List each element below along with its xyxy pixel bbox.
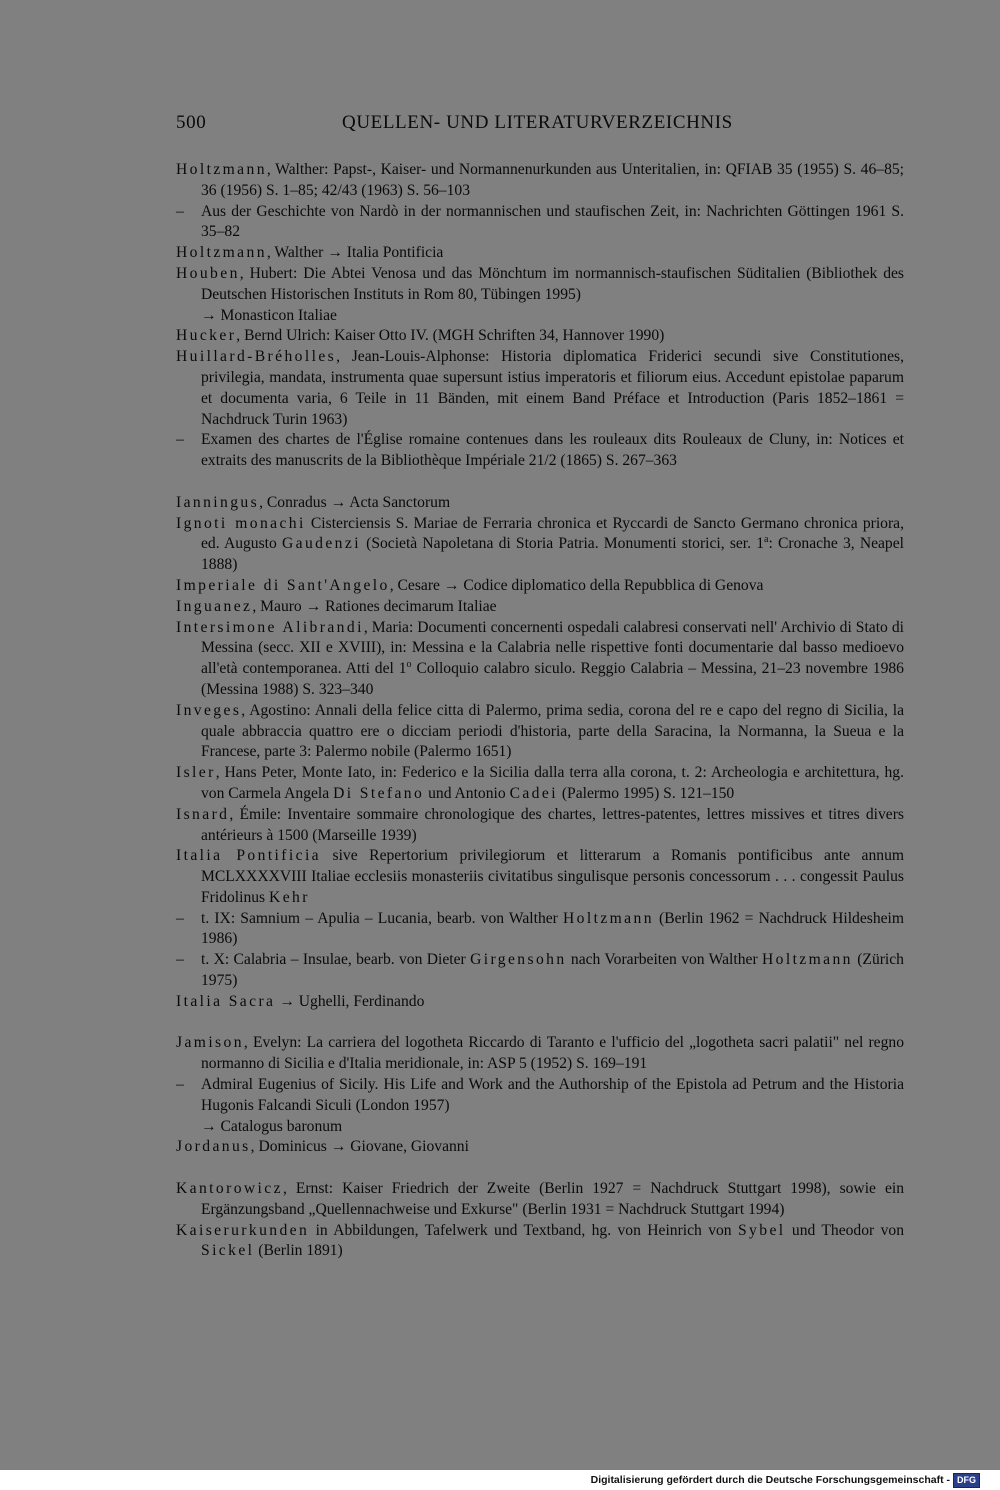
editor-name: Holtzmann	[563, 909, 654, 927]
entry-text: , Walther: Papst-, Kaiser- und Normannenurkunden aus Unteritalien, in: QFIAB 35 (1955) S. 46–85; 36 (1956) S. 1–85; 42/43 (1963) S. 56–103	[201, 161, 904, 199]
entry-text: (Zürich 1975)	[201, 951, 904, 990]
dash-mark: –	[176, 909, 184, 927]
entry-text: : Cronache 3, Neapel 1888)	[201, 535, 904, 574]
entry-text: , Walther → Italia Pontificia	[266, 244, 444, 262]
dash-mark: –	[176, 1076, 184, 1094]
editor-name: Sickel	[201, 1242, 255, 1260]
bib-subentry	[176, 430, 904, 472]
entry-text: Examen des chartes de l'Église romaine contenues dans les rouleaux dits Rouleaux de Cluny, in: Notices et extraits des manuscrits de la Bibliothèque Impériale 21/2 (1865) S. 267–363	[201, 431, 904, 470]
entry-text: sive Repertorium privilegiorum et litterarum a Romanis pontificibus ante annum MCLXXXXVIII Italiae ecclesiis monasteriis civitatibus singulisque personis concessorum . . . congessit Paulus Fridolinus	[201, 847, 904, 906]
bib-entry-intersimone	[176, 618, 904, 701]
entry-text: , Evelyn: La carriera del logotheta Riccardo di Taranto e l'ufficio del „logotheta sacri palatii" nel regno normanno di Sicilia e d'Italia meridionale, in: ASP 5 (1952) S. 169–191	[201, 1034, 904, 1073]
bib-entry-huillard-breholles	[176, 347, 904, 430]
author-name: Hucker	[176, 327, 237, 345]
dfg-logo-icon: DFG	[953, 1473, 980, 1488]
bib-entry-inguanez	[176, 597, 904, 618]
dash-mark: –	[176, 431, 184, 449]
dash-mark: –	[176, 202, 184, 220]
entry-text: , Maria: Documenti concernenti ospedali calabresi conservati nell' Archivio di Stato di Messina (secc. XII e XVIII), in: Messina e la Calabria nelle rispettive fonti documentarie dal basso medioevo all'età contemporanea. Atti del 1	[201, 618, 904, 678]
superscript: a	[764, 534, 769, 546]
bib-entry-kantorowicz	[176, 1179, 904, 1221]
entry-text: , Jean-Louis-Alphonse: Historia diplomatica Friderici secundi sive Constitutiones, privilegia, mandata, instrumenta quae supersunt istius imperatoris et filiorum eius. Accedunt epistolae paparum et documenta varia, 6 Teile in 11 Bänden, mit einem Band Préface et Introduction (Paris 1852–1861 = Nachdruck Turin 1963)	[201, 348, 904, 428]
bib-entry-isler	[176, 763, 904, 805]
author-name: Holtzmann	[176, 244, 267, 262]
author-name: Jordanus	[176, 1138, 251, 1156]
author-name: Kantorowicz	[176, 1180, 283, 1198]
bib-entry-inveges	[176, 701, 904, 763]
author-name: Ignoti monachi	[176, 514, 306, 532]
entry-text: t. IX: Samnium – Apulia – Lucania, bearb. von Walther	[201, 909, 563, 927]
bib-entry-jamison	[176, 1033, 904, 1075]
running-title: QUELLEN- UND LITERATURVERZEICHNIS	[342, 112, 733, 133]
bib-entry-isnard	[176, 805, 904, 847]
bib-entry-italia-pontificia	[176, 846, 904, 908]
superscript: o	[406, 658, 412, 670]
bib-entry-holtzmann-2	[176, 243, 904, 264]
entry-text: , Cesare → Codice diplomatico della Repubblica di Genova	[389, 576, 764, 594]
editor-name: Cadei	[509, 784, 558, 802]
entry-text: , Hubert: Die Abtei Venosa und das Mönchtum im normannisch-staufischen Süditalien (Bibliothek des Deutschen Historischen Instituts in Rom 80, Tübingen 1995)	[201, 264, 904, 303]
bib-entry-houben	[176, 264, 904, 326]
entry-text: (Società Napoletana di Storia Patria. Monumenti storici, ser. 1	[360, 535, 765, 553]
bib-entry-ignoti-monachi	[176, 514, 904, 576]
bibliography-list	[176, 160, 904, 1262]
bib-entry-kaiserurkunden	[176, 1221, 904, 1263]
dash-mark: –	[176, 951, 184, 969]
author-name: Huillard-Bréholles	[176, 348, 337, 366]
editor-name: Gaudenzi	[281, 535, 361, 553]
entry-text: nach Vorarbeiten von Walther	[566, 951, 762, 969]
author-name: Ianningus	[176, 493, 260, 511]
entry-text: in Abbildungen, Tafelwerk und Textband, hg. von Heinrich von	[309, 1221, 738, 1239]
bib-entry-italia-sacra	[176, 992, 904, 1013]
author-name: Houben	[176, 264, 240, 282]
author-name: Jamison	[176, 1034, 244, 1052]
editor-name: Sybel	[737, 1221, 786, 1239]
bib-entry-holtzmann-1	[176, 160, 904, 202]
entry-text: (Berlin 1891)	[254, 1242, 343, 1260]
entry-text: und Antonio	[424, 784, 510, 802]
entry-text: , Mauro → Rationes decimarum Italiae	[252, 597, 497, 615]
editor-name: Di Stefano	[333, 784, 425, 802]
bib-subentry	[176, 1075, 904, 1137]
editor-name: Girgensohn	[470, 951, 567, 969]
bib-subentry	[176, 909, 904, 951]
bib-entry-jordanus	[176, 1137, 904, 1158]
cross-reference: → Catalogus baronum	[201, 1117, 343, 1135]
funding-footer	[591, 1473, 980, 1487]
section-gap	[176, 1158, 904, 1179]
entry-text: , Bernd Ulrich: Kaiser Otto IV. (MGH Schriften 34, Hannover 1990)	[236, 327, 665, 345]
entry-text: Colloquio calabro siculo. Reggio Calabria – Messina, 21–23 novembre 1986 (Messina 1988) S. 323–340	[201, 660, 904, 698]
entry-text: t. X: Calabria – Insulae, bearb. von Dieter	[201, 951, 471, 969]
author-name: Isler	[176, 764, 216, 782]
entry-text: , Agostino: Annali della felice citta di Palermo, prima sedia, corona del re e capo del regno di Sicilia, la quale abbraccia quattro ere o dicciam periodi d'historia, parte della Saracina, la Normanna, la Sueua e la Francese, parte 3: Palermo nobile (Palermo 1651)	[201, 701, 904, 761]
entry-text: (Palermo 1995) S. 121–150	[557, 784, 735, 802]
entry-text: , Hans Peter, Monte Iato, in: Federico e la Sicilia dalla terra alla corona, t. 2: Archeologia e architettura, hg. von Carmela Angela	[201, 764, 904, 802]
bib-subentry	[176, 202, 904, 244]
bib-entry-ianningus	[176, 493, 904, 514]
author-name: Kaiserurkunden	[176, 1221, 310, 1239]
bib-subentry	[176, 950, 904, 992]
cross-reference: → Monasticon Italiae	[201, 306, 337, 324]
entry-text: und Theodor von	[785, 1221, 904, 1239]
entry-text: , Dominicus → Giovane, Giovanni	[250, 1138, 469, 1156]
entry-text: → Ughelli, Ferdinando	[275, 992, 425, 1010]
section-gap	[176, 472, 904, 493]
author-name: Inguanez	[176, 597, 253, 615]
entry-text: Admiral Eugenius of Sicily. His Life and Work and the Authorship of the Epistola ad Petrum and the Historia Hugonis Falcandi Siculi (London 1957)	[201, 1076, 904, 1114]
author-name: Imperiale di Sant'Angelo	[176, 576, 390, 594]
bib-entry-hucker	[176, 326, 904, 347]
section-gap	[176, 1013, 904, 1034]
editor-name: Holtzmann	[761, 951, 853, 969]
entry-text: Cisterciensis S. Mariae de Ferraria chronica et Ryccardi de Sancto Germano chronica priora, ed. Augusto	[201, 514, 904, 553]
entry-text: Aus der Geschichte von Nardò in der normannischen und staufischen Zeit, in: Nachrichten Göttingen 1961 S. 35–82	[201, 202, 904, 241]
bib-entry-imperiale	[176, 576, 904, 597]
running-head	[176, 112, 904, 142]
author-name: Holtzmann	[176, 161, 267, 178]
entry-text: (Berlin 1962 = Nachdruck Hildesheim 1986)	[201, 909, 904, 948]
entry-text: , Émile: Inventaire sommaire chronologique des chartes, lettres-patentes, lettres missives et titres divers antérieurs à 1500 (Marseille 1939)	[201, 805, 904, 844]
editor-name: Kehr	[269, 888, 310, 906]
funding-note: Digitalisierung gefördert durch die Deutsche Forschungsgemeinschaft -	[590, 1474, 950, 1486]
author-name: Intersimone Alibrandi	[176, 618, 364, 636]
author-name: Italia Sacra	[176, 992, 276, 1010]
author-name: Isnard	[176, 805, 230, 823]
author-name: Inveges	[176, 701, 242, 719]
page-number: 500	[176, 112, 207, 133]
entry-text: , Ernst: Kaiser Friedrich der Zweite (Berlin 1927 = Nachdruck Stuttgart 1998), sowie ein Ergänzungsband „Quellennachweise und Exkurse" (Berlin 1931 = Nachdruck Stuttgart 1994)	[201, 1180, 904, 1218]
entry-text: , Conradus → Acta Sanctorum	[259, 493, 451, 511]
author-name: Italia Pontificia	[176, 847, 321, 865]
